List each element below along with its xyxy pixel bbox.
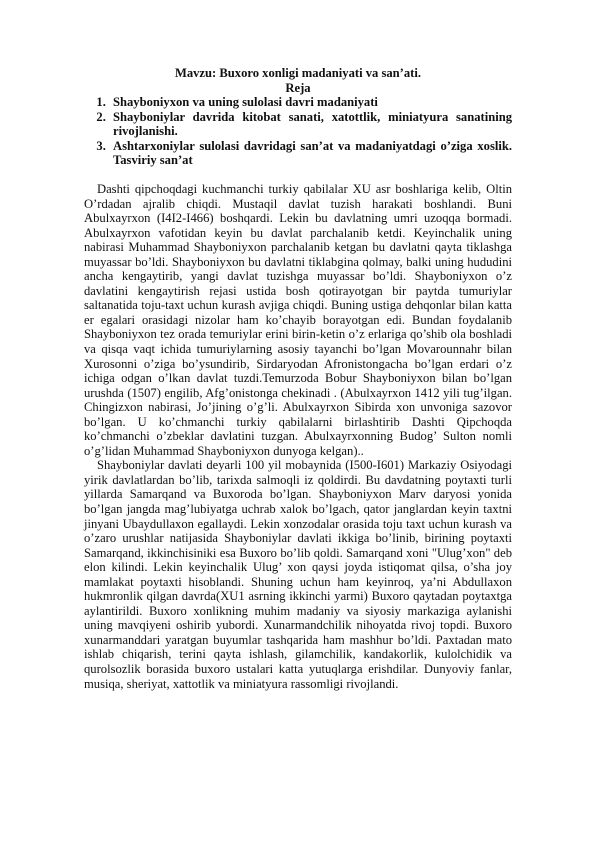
outline-item-3: 3. Ashtarxoniylar sulolasi davridagi san’at va madaniyatdagi o’ziga xoslik. Tasviriy san’at — [109, 139, 512, 168]
outline-item-2: 2. Shayboniylar davrida kitobat sanati, xatottlik, miniatyura sanatining rivojlanishi. — [109, 110, 512, 139]
plan-heading: Reja — [285, 80, 311, 95]
paragraph-2: Shayboniylar davlati deyarli 100 yil mobaynida (I500-I601) Markaziy Osiyodagi yirik davlatlardan bo’lib, tarixda salmoqli iz qoldirdi. Bu davdatning poytaxti turli yillarda Samarqand va Buxoroda bo’lgan. Shayboniyxon Marv daryosi yonida bo’lgan jangda mag’lubiyatga uchrab xalok bo’lgach, qator janglardan keyin taxtni jinyani Ubaydullaxon egallaydi. Lekin xonzodalar orasida toju taxt uchun kurash va o’zaro urushlar natijasida Shayboniylar davlati ikkiga bo’linib, birining poytaxti Samarqand, ikkinchisiniki esa Buxoro bo’lib qoldi. Samarqand xoni "Ulug’xon" deb elon kilindi. Lekin keyinchalik Ulug’ xon qaysi joyda istiqomat qilsa, o’sha joy mamlakat poytaxti hisoblandi. Shuning uchun ham keyinroq, ya’ni Abdullaxon hukmronlik qilgan davrda(XU1 asrning ikkinchi yarmi) Buxoro qaytadan poytaxtga aylantirildi. Buxoro xonlikning muhim madaniy va siyosiy markaziga aylanishi uning mavqiyeni oshirib yubordi. Xunarmandchilik nihoyatda rivoj topdi. Buxoro xunarmanddari yaratgan buyumlar tashqarida ham mashhur bo’ldi. Paxtadan mato ishlab chiqarish, terini qayta ishlash, gilamchilik, kandakorlik, kulolchidik va qurolsozlik borasida buxoro ustalari katta yutuqlarga erishdilar. Dunyoviy fanlar, musiqa, sheriyat, xattotlik va miniatyura rassomligi rivojlandi. — [84, 458, 512, 691]
paragraph-1: Dashti qipchoqdagi kuchmanchi turkiy qabilalar XU asr boshlariga kelib, Oltin O’rdadan ajralib chiqdi. Mustaqil davlat tuzish harakati boshlandi. Buni Abulxayrxon (I4I2-I466) boshqardi. Lekin bu davlatning umri uzoqqa bormadi. Abulxayrxon vafotidan keyin bu davlat parchalanib ketdi. Keyinchalik uning nabirasi Muhammad Shayboniyxon parchalanib ketgan bu davlatni qayta tiklashga muyassar bo’ldi. Shayboniyxon bu davlatni tiklabgina qolmay, balki uning hududini ancha kengaytirib, yangi davlat tuzishga muyassar bo’ldi. Shayboniyxon o’z davlatini kengaytirish rejasi ustida bosh qotirayotgan bir paytda tumuriylar saltanatida toju-taxt uchun kurash avjiga chiqdi. Buning ustiga dehqonlar bilan katta er egalari orasidagi nizolar ham ko’chayib borayotgan edi. Bundan foydalanib Shayboniyxon tez orada temuriylar erini birin-ketin o’z erlariga qo’shib ola boshladi va qisqa vaqt ichida tumuriylarning asosiy tayanchi bo’lgan Movarounnahr bilan Xurosonni o’ziga bo’ysundirib, Sirdaryodan Afronistongacha bo’lgan erdari o’z ichiga odgan o’lkan davlat tuzdi.Temurzoda Bobur Shayboniyxon bilan bo’lgan urushda (1507) engilib, Afg’onistonga chekinadi . (Abulxayrxon 1412 yili tug’ilgan. Chingizxon nabirasi, Jo’jining o’g’li. Abulxayrxon Sibirda xon unvoniga sazovor bo’lgan. U ko’chmanchi turkiy qabilalarni birlashtirib Dashti Qipchoqda ko’chmanchi o’zbeklar davlatini tuzgan. Abulxayrxonning Budog’ Sulton nomli o’g’lidan Muhammad Shayboniyxon dunyoga kelgan).. — [84, 181, 512, 458]
document-title: Mavzu: Buxoro xonligi madaniyati va san’ati. — [174, 66, 422, 80]
outline-item-1: 1. Shayboniyxon va uning sulolasi davri madaniyati — [109, 95, 512, 110]
body-text — [84, 182, 512, 691]
plan-outline — [84, 95, 512, 168]
